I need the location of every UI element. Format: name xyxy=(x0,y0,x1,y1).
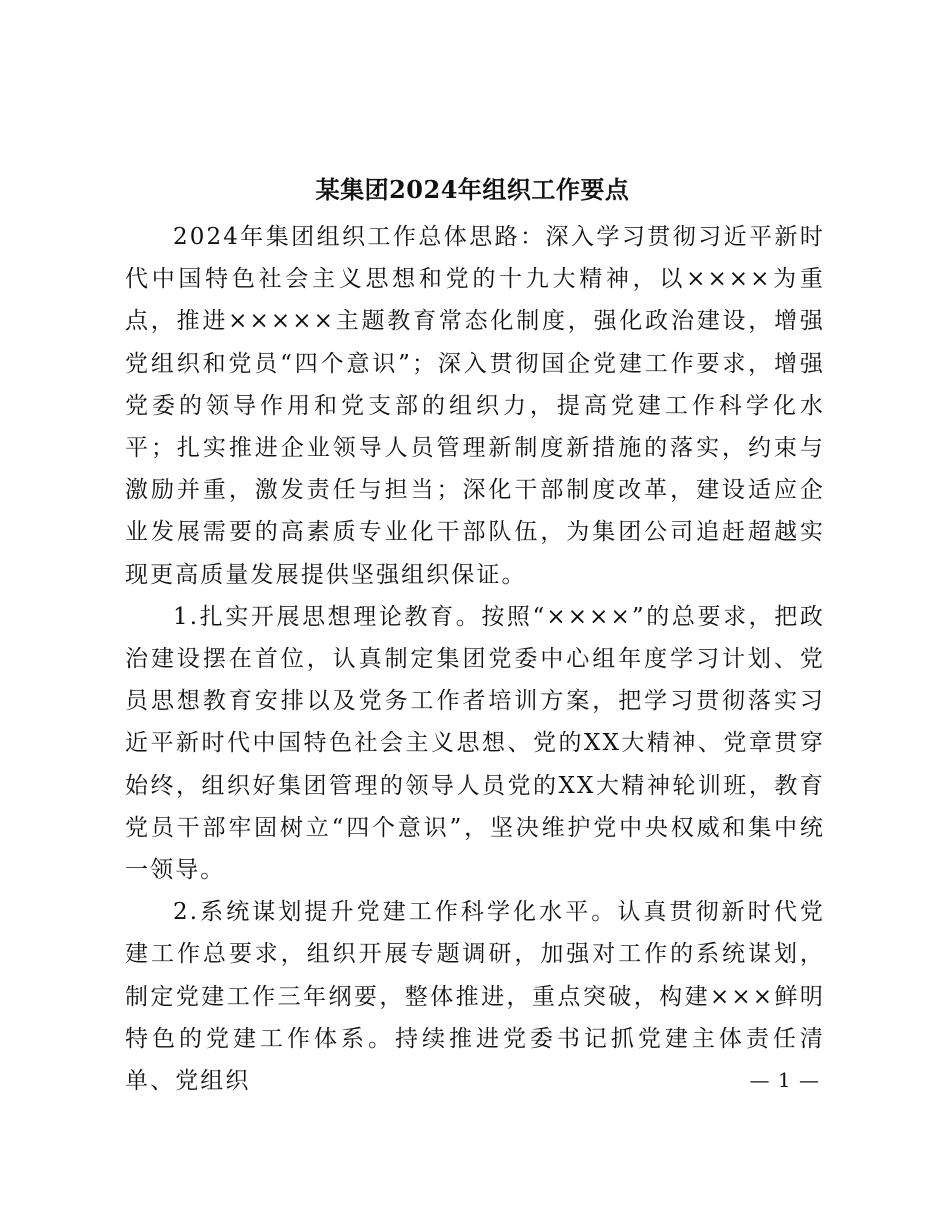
paragraph-item-1: 1.扎实开展思想理论教育。按照“××××”的总要求，把政治建设摆在首位，认真制定集团党委中心组年度学习计划、党员思想教育安排以及党务工作者培训方案，把学习贯彻落实习近平新时代中国特色社会主义思想、党的XX大精神、党章贯穿始终，组织好集团管理的领导人员党的XX大精神轮训班，教育党员干部牢固树立“四个意识”，坚决维护党中央权威和集中统一领导。 xyxy=(125,603,825,884)
paragraph-overview: 2024年集团组织工作总体思路：深入学习贯彻习近平新时代中国特色社会主义思想和党的十九大精神，以××××为重点，推进×××××主题教育常态化制度，强化政治建设，增强党组织和党员“四个意识”；深入贯彻国企党建工作要求，增强党委的领导作用和党支部的组织力，提高党建工作科学化水平；扎实推进企业领导人员管理新制度新措施的落实，约束与激励并重，激发责任与担当；深化干部制度改革，建设适应企业发展需要的高素质专业化干部队伍，为集团公司追赶超越实现更高质量发展提供坚强组织保证。 xyxy=(125,224,825,588)
paragraph-item-2: 2.系统谋划提升党建工作科学化水平。认真贯彻新时代党建工作总要求，组织开展专题调研，加强对工作的系统谋划，制定党建工作三年纲要，整体推进，重点突破，构建×××鲜明特色的党建工作体系。持续推进党委书记抓党建主体责任清单、党组织 xyxy=(125,899,825,1095)
document-body xyxy=(125,216,825,1102)
page-number: — 1 — xyxy=(749,1068,820,1092)
document-title: 某集团2024年组织工作要点 xyxy=(315,175,630,204)
